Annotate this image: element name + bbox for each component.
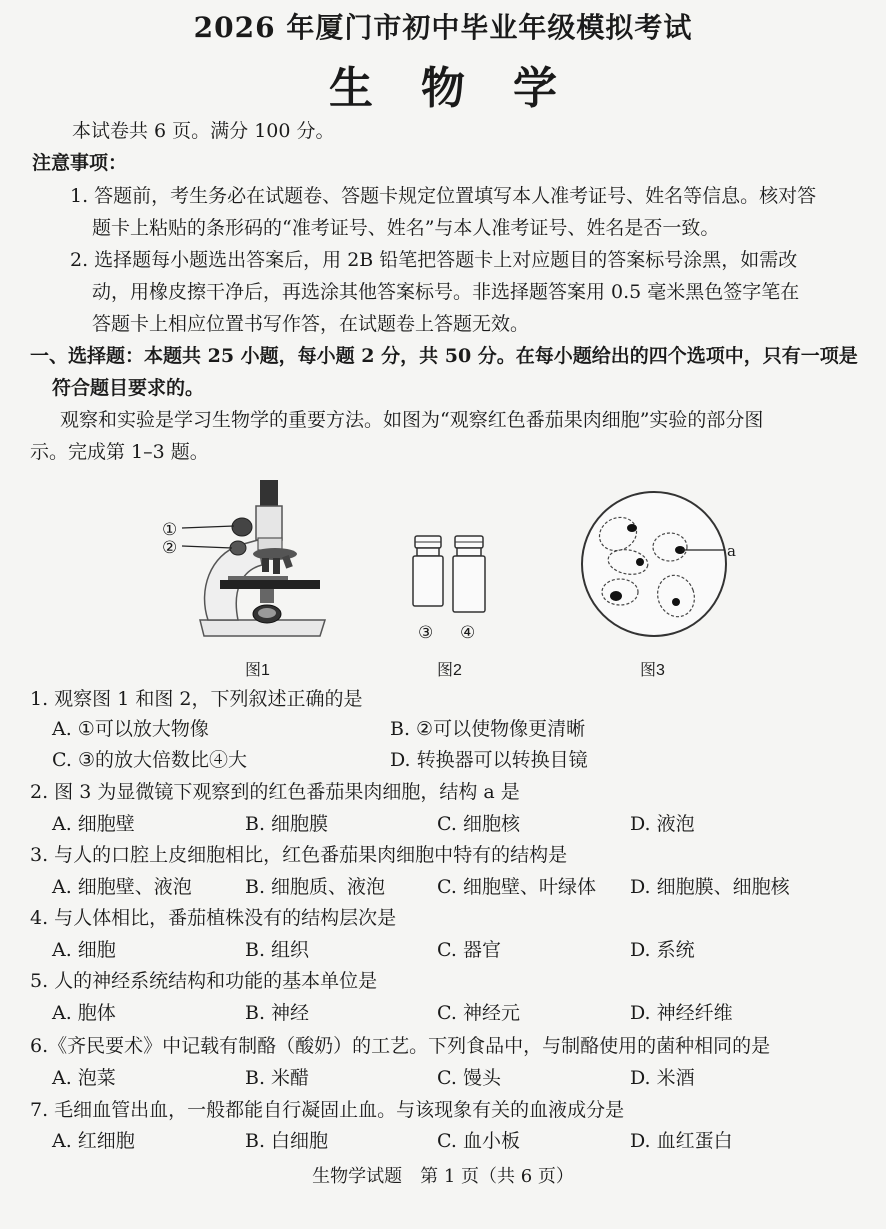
question-7-stem: 7. 毛细血管出血，一般都能自行凝固止血。与该现象有关的血液成分是 xyxy=(30,1099,625,1121)
question-3-option-c: C. 细胞壁、叶绿体 xyxy=(437,876,596,898)
label-3: ③ xyxy=(418,623,434,643)
question-1-option-a: A. ①可以放大物像 xyxy=(52,718,209,740)
question-3-option-d: D. 细胞膜、细胞核 xyxy=(630,876,790,898)
section-heading-line-2: 符合题目要求的。 xyxy=(52,377,205,399)
question-3-stem: 3. 与人的口腔上皮细胞相比，红色番茄果肉细胞中特有的结构是 xyxy=(30,844,568,866)
label-4: ④ xyxy=(460,623,476,643)
question-7-option-b: B. 白细胞 xyxy=(245,1130,329,1152)
question-1-option-d: D. 转换器可以转换目镜 xyxy=(390,749,588,771)
question-2-option-d: D. 液泡 xyxy=(630,813,695,835)
question-4-option-d: D. 系统 xyxy=(630,939,695,961)
question-3-option-b: B. 细胞质、液泡 xyxy=(245,876,386,898)
question-7-option-c: C. 血小板 xyxy=(437,1130,520,1152)
label-1: ① xyxy=(162,520,178,540)
section-heading-line-1: 一、选择题：本题共 25 小题，每小题 2 分，共 50 分。在每小题给出的四个选项中，只有一项是 xyxy=(30,345,858,367)
stem-line-2: 示。完成第 1–3 题。 xyxy=(30,441,209,463)
question-1-stem: 1. 观察图 1 和图 2，下列叙述正确的是 xyxy=(30,688,363,710)
question-5-option-d: D. 神经纤维 xyxy=(630,1002,733,1024)
label-2: ② xyxy=(162,538,178,558)
question-1-option-b: B. ②可以使物像更清晰 xyxy=(390,718,586,740)
caption-figure-2: 图2 xyxy=(437,662,462,679)
note-1-line-1: 1. 答题前，考生务必在试题卷、答题卡规定位置填写本人准考证号、姓名等信息。核对答 xyxy=(70,185,817,207)
question-5-stem: 5. 人的神经系统结构和功能的基本单位是 xyxy=(30,970,378,992)
question-4-stem: 4. 与人体相比，番茄植株没有的结构层次是 xyxy=(30,907,397,929)
question-1-option-c: C. ③的放大倍数比④大 xyxy=(52,749,247,771)
question-6-option-b: B. 米醋 xyxy=(245,1067,310,1089)
question-6-stem: 6.《齐民要术》中记载有制酪（酸奶）的工艺。下列食品中，与制酪使用的菌种相同的是 xyxy=(30,1035,771,1057)
question-2-option-a: A. 细胞壁 xyxy=(52,813,135,835)
question-4-option-c: C. 器官 xyxy=(437,939,501,961)
question-2-option-b: B. 细胞膜 xyxy=(245,813,329,835)
question-7-option-a: A. 红细胞 xyxy=(52,1130,135,1152)
question-5-option-b: B. 神经 xyxy=(245,1002,310,1024)
note-1-line-2: 题卡上粘贴的条形码的“准考证号、姓名”与本人准考证号、姓名是否一致。 xyxy=(92,217,720,239)
caption-figure-1: 图1 xyxy=(245,662,270,679)
question-7-option-d: D. 血红蛋白 xyxy=(630,1130,733,1152)
question-4-option-a: A. 细胞 xyxy=(52,939,116,961)
question-5-option-c: C. 神经元 xyxy=(437,1002,520,1024)
question-6-option-c: C. 馒头 xyxy=(437,1067,501,1089)
question-4-option-b: B. 组织 xyxy=(245,939,310,961)
cells-figure xyxy=(580,484,740,648)
stem-line-1: 观察和实验是学习生物学的重要方法。如图为“观察红色番茄果肉细胞”实验的部分图 xyxy=(60,409,764,431)
note-2-line-1: 2. 选择题每小题选出答案后，用 2B 铅笔把答题卡上对应题目的答案标号涂黑，如需改 xyxy=(70,249,798,271)
notes-heading: 注意事项： xyxy=(32,152,128,174)
note-2-line-3: 答题卡上相应位置书写作答，在试题卷上答题无效。 xyxy=(92,313,530,335)
microscope-figure xyxy=(150,470,340,650)
question-5-option-a: A. 胞体 xyxy=(52,1002,116,1024)
caption-figure-3: 图3 xyxy=(640,662,665,679)
note-2-line-2: 动，用橡皮擦干净后，再选涂其他答案标号。非选择题答案用 0.5 毫米黑色签字笔在 xyxy=(92,281,800,303)
page-footer: 生物学试题 第 1 页（共 6 页） xyxy=(312,1166,574,1187)
question-6-option-a: A. 泡菜 xyxy=(52,1067,116,1089)
question-3-option-a: A. 细胞壁、液泡 xyxy=(52,876,192,898)
subject-title: 生物学 xyxy=(329,63,605,114)
exam-title: 2026 年厦门市初中毕业年级模拟考试 xyxy=(193,11,693,44)
eyepieces-figure xyxy=(405,532,495,617)
question-2-stem: 2. 图 3 为显微镜下观察到的红色番茄果肉细胞，结构 a 是 xyxy=(30,781,520,803)
label-a: a xyxy=(727,542,736,560)
question-6-option-d: D. 米酒 xyxy=(630,1067,695,1089)
question-2-option-c: C. 细胞核 xyxy=(437,813,520,835)
exam-intro: 本试卷共 6 页。满分 100 分。 xyxy=(72,120,335,142)
